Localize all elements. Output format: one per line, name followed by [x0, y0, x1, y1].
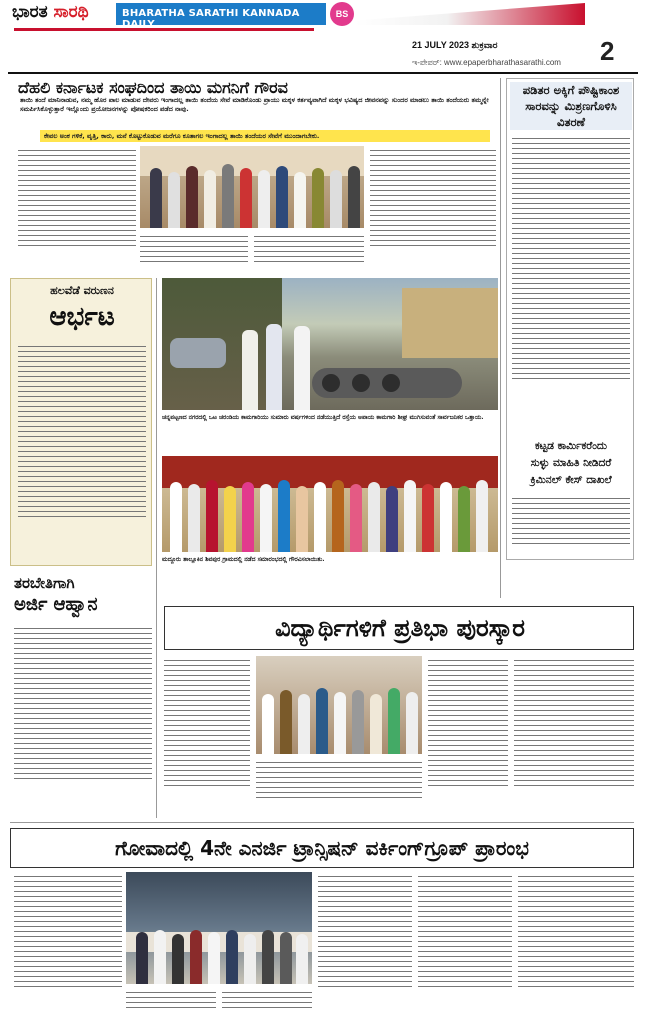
- epaper-url[interactable]: ಇ-ಪೇಪರ್: www.epaperbharathasarathi.com: [412, 58, 561, 67]
- lead-body-mid2: [254, 232, 364, 272]
- students-body-1: [164, 656, 250, 816]
- side-headline: ಪಡಿತರ ಅಕ್ಕಿಗೆ ಪೌಷ್ಟಿಕಾಂಶ ಸಾರವನ್ನು ಮಿಶ್ರಣಗೊಳಿಸಿ ವಿತರಣೆ: [510, 82, 632, 130]
- lead-deck: ತಾಯಿ ತಂದೆ ಮಾನಿನಾಡುವ, ನಮ್ಮ ಹೊರ ಪಾಲ ಮಾಡುವ ದೇವರು ಇಂಗಾದಲ್ಲ ತಾಯಿ ತಂದೆಯ ಸೇವೆ ಮಾಡಿಕೊಂಡು ಪ್ರಾಯು ಮಕ್ಕಳ ಕರ್ತವ್ಯವಾಗಿದೆ ಮಕ್ಕಳ ಭವಿಷ್ಯದ ಜೀವನವನ್ನು ಸುಂದರ ಮಾಡಲು ತಾಯಿ ತಂದೆಯರು ತಮ್ಮನ್ನೇ ಸಮರ್ಪಿಸಿಕೊಳ್ಳುತ್ತಾರೆ ಇಲ್ಲೊಂದು ಪ್ರಯೋಜನಗಳನ್ನು ಪೋಷಕರಿಂದ ಪಡೆದ ನಾವು.: [20, 96, 489, 113]
- training-body: [14, 624, 152, 810]
- masthead-rule: [8, 72, 638, 74]
- bottom-body-2: [126, 988, 216, 1020]
- column-separator: [500, 78, 501, 598]
- training-headline-1: ತರಬೇತಿಗಾಗಿ: [14, 574, 75, 592]
- students-body-3: [428, 656, 508, 816]
- masthead-band: BHARATHA SARATHI KANNADA DAILY: [116, 3, 326, 25]
- bottom-body-6: [518, 872, 634, 1018]
- drainage-photo: [162, 278, 498, 410]
- bs-logo-icon: BS: [330, 2, 354, 26]
- lead-deck-highlight: ಕೇವಲ ಅಂಕ ಗಳಿಕೆ, ವೃತ್ತಿ, ಕಾರು, ಮನೆ ಕೊಟ್ಟುಕೊಡುವ ಮರೆಗೂ ಕೂತಾಗಲ ಇಂಗಾದಲ್ಲ ತಾಯಿ ತಂದೆಯರ ಸೇವೆಗೆ ಮುಂದಾಗಬೇಕು.: [40, 130, 490, 142]
- page-number: 2: [600, 36, 615, 66]
- group-photo: [162, 456, 498, 552]
- training-headline-2: ಅರ್ಜಿ ಆಹ್ವಾನ: [14, 594, 98, 615]
- students-body-2: [256, 758, 422, 816]
- bottom-body-1: [14, 872, 122, 1018]
- side-body: [512, 134, 630, 434]
- lead-body-mid1: [140, 232, 248, 272]
- masthead: [0, 0, 645, 72]
- masthead-swoosh: [355, 3, 585, 25]
- construction-headline: ಕಟ್ಟಡ ಕಾರ್ಮಿಕರೆಂದು ಸುಳ್ಳು ಮಾಹಿತಿ ನೀಡಿದರೆ ಕ್ರಿಮಿನಲ್ ಕೇಸ್ ದಾಖಲೆ: [530, 440, 612, 486]
- bottom-body-3: [222, 988, 312, 1020]
- lead-body-left: [18, 146, 136, 270]
- bottom-headline: ಗೋವಾದಲ್ಲಿ 4ನೇ ಎನರ್ಜಿ ಟ್ರಾನ್ಸಿಷನ್ ವರ್ಕಿಂಗ್‌ಗ್ರೂಪ್ ಪ್ರಾರಂಭ: [115, 836, 529, 860]
- bottom-body-5: [418, 872, 512, 1018]
- lead-body-right: [370, 146, 496, 270]
- lead-headline: ದೆಹಲಿ ಕರ್ನಾಟಕ ಸಂಘದಿಂದ ತಾಯಿ ಮಗನಿಗೆ ಗೌರವ: [18, 78, 488, 98]
- drainage-caption: ಚನ್ನಪಟ್ಟಣದ ನಗರದಲ್ಲಿ ಒಟ ಚರಂಡಿಯ ಕಾಮಗಾರಿಯು ಸುಮಾರು ವರ್ಷಗಳಿಂದ ನಡೆಯುತ್ತಿದೆ ರಸ್ತೆಯ ಅಪಾಯ ಕಾಮಗಾರಿ ಶೀಘ್ರ ಮುಗಿಸುವಂತೆ ಸಾರ್ವಜನಿಕರ ಒತ್ತಾಯ.: [162, 414, 484, 421]
- bottom-body-4: [318, 872, 412, 1018]
- section-separator: [10, 822, 634, 823]
- issue-date: 21 JULY 2023 ಶುಕ್ರವಾರ: [412, 40, 498, 50]
- construction-body: [512, 494, 630, 556]
- students-body-4: [514, 656, 634, 816]
- brand-logo: ಭಾರತ ಸಾರಥಿ: [12, 2, 89, 22]
- column-separator: [156, 278, 157, 818]
- students-headline: ವಿದ್ಯಾರ್ಥಿಗಳಿಗೆ ಪ್ರತಿಭಾ ಪುರಸ್ಕಾರ: [275, 614, 525, 642]
- conference-photo: [126, 872, 312, 984]
- students-photo: [256, 656, 422, 754]
- group-caption: ಮದ್ದೂರು ತಾಲ್ಲೂಕಿನ ಶಿವಪುರ ಗ್ರಾಮದಲ್ಲಿ ನಡೆದ ಸಮಾರಂಭದಲ್ಲಿ ಗೌರವಿಸಲಾಯಿತು.: [162, 556, 325, 563]
- lead-photo-ceremony: [140, 146, 364, 228]
- rain-body: [18, 342, 146, 560]
- masthead-red-rule: [14, 28, 314, 31]
- rain-headline-2: ಆರ್ಭಟ: [49, 302, 115, 332]
- rain-headline-1: ಹಲವೆಡೆ ವರುಣನ: [50, 284, 114, 297]
